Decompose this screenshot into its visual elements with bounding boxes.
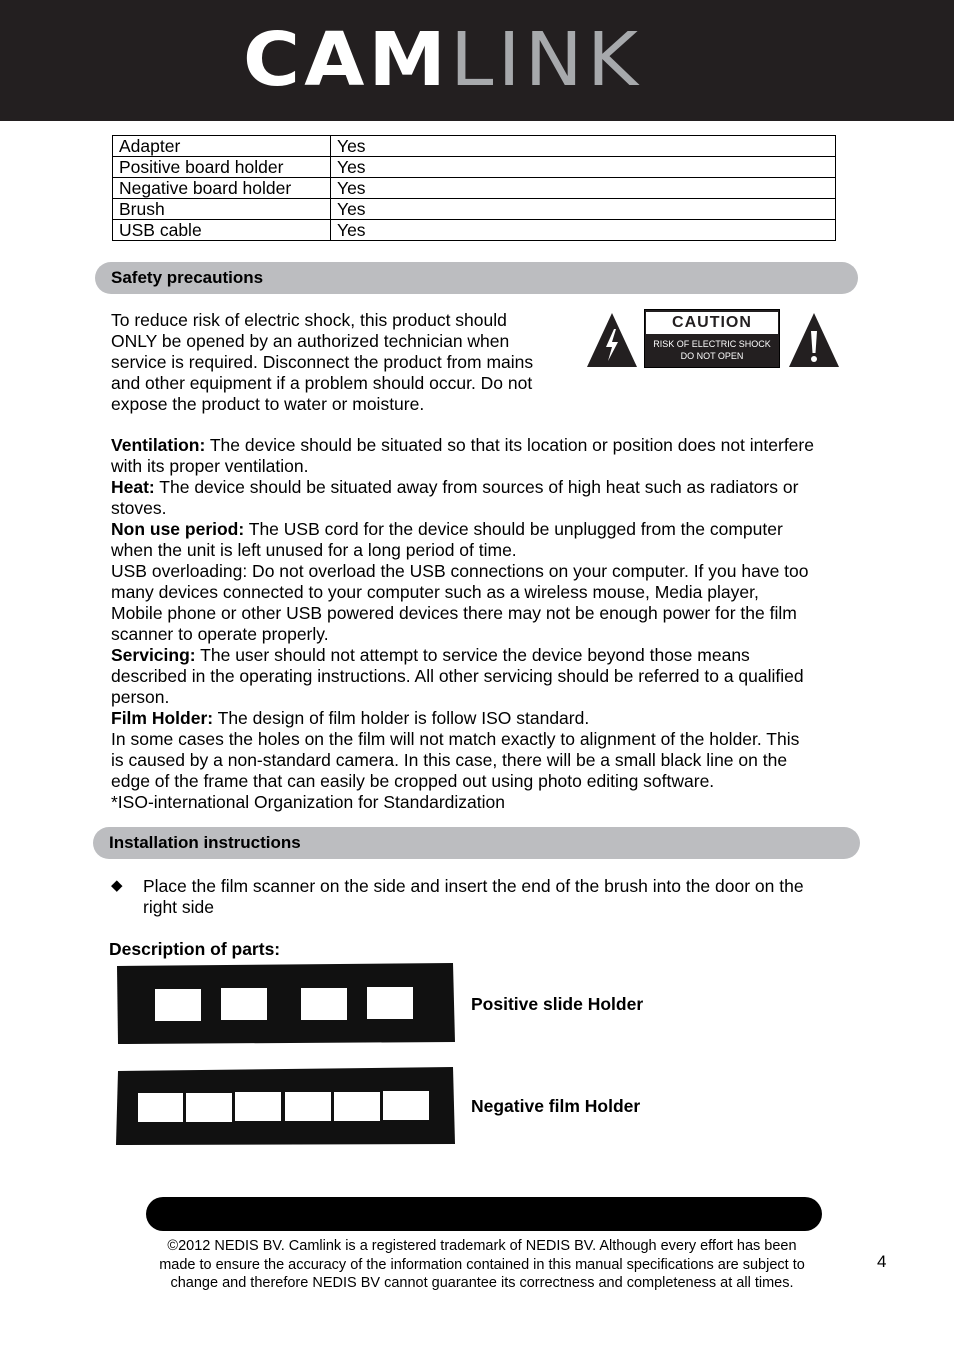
table-cell-item: Brush <box>113 199 331 220</box>
table-cell-value: Yes <box>331 157 836 178</box>
table-row <box>113 199 836 220</box>
positive-slide-holder-label: Positive slide Holder <box>471 994 644 1014</box>
page-header <box>0 0 954 121</box>
caution-line: DO NOT OPEN <box>680 351 744 361</box>
servicing-label: Servicing: <box>111 645 196 665</box>
text-line: scanner to operate properly. <box>111 624 329 644</box>
servicing-paragraph <box>111 645 851 666</box>
exclamation-warning-icon <box>787 311 841 369</box>
intro-line: service is required. Disconnect the product from mains <box>111 352 534 372</box>
text-line: is caused by a non-standard camera. In this case, there will be a small black line on the <box>111 750 788 770</box>
table-cell-item: Positive board holder <box>113 157 331 178</box>
safety-intro <box>111 310 581 415</box>
nonuse-paragraph <box>111 519 851 540</box>
parts-heading: Description of parts: <box>109 939 281 959</box>
film-holder-label: Film Holder: <box>111 708 214 728</box>
text-line: stoves. <box>111 498 167 518</box>
table-cell-value: Yes <box>331 220 836 241</box>
footer-line: ©2012 NEDIS BV. Camlink is a registered trademark of NEDIS BV. Although every effort has been <box>167 1238 797 1254</box>
intro-line: and other equipment if a problem should occur. Do not <box>111 373 533 393</box>
intro-line: To reduce risk of electric shock, this product should <box>111 310 507 330</box>
caution-line: RISK OF ELECTRIC SHOCK <box>653 339 771 349</box>
positive-slide-holder-image <box>115 962 456 1046</box>
text-line: when the unit is left unused for a long period of time. <box>111 540 517 560</box>
text-line: Place the film scanner on the side and insert the end of the brush into the door on the <box>143 876 804 896</box>
footer-line: change and therefore NEDIS BV cannot guarantee its correctness and completeness at all times. <box>170 1275 794 1291</box>
caution-title: CAUTION <box>646 312 778 334</box>
caution-subtitle <box>645 338 779 362</box>
table-row <box>113 220 836 241</box>
table-cell-item: Adapter <box>113 136 331 157</box>
installation-bullet-text <box>143 876 843 918</box>
negative-film-holder-label: Negative film Holder <box>471 1096 641 1116</box>
text-line: The USB cord for the device should be unplugged from the computer <box>244 519 783 539</box>
table-row <box>113 178 836 199</box>
intro-line: ONLY be opened by an authorized technician when <box>111 331 510 351</box>
text-line: The design of film holder is follow ISO standard. <box>213 708 590 728</box>
intro-line: expose the product to water or moisture. <box>111 394 425 414</box>
text-line: person. <box>111 687 170 707</box>
footer-copyright <box>120 1237 844 1293</box>
table-row <box>113 157 836 178</box>
package-contents-table <box>112 135 836 241</box>
text-line: The device should be situated so that its location or position does not interfere <box>205 435 814 455</box>
table-row <box>113 136 836 157</box>
caution-label <box>644 309 780 368</box>
text-line: USB overloading: Do not overload the USB connections on your computer. If you have too <box>111 561 809 581</box>
logo-link-text: LINK <box>450 17 643 103</box>
table-cell-item: Negative board holder <box>113 178 331 199</box>
footer-bar <box>146 1197 822 1231</box>
installation-section-heading: Installation instructions <box>109 833 301 852</box>
text-line: The user should not attempt to service the device beyond those means <box>195 645 750 665</box>
safety-section-heading: Safety precautions <box>111 268 264 287</box>
table-cell-value: Yes <box>331 199 836 220</box>
text-line: with its proper ventilation. <box>111 456 309 476</box>
iso-note: *ISO-international Organization for Standardization <box>111 792 505 812</box>
ventilation-label: Ventilation: <box>111 435 206 455</box>
text-line: The device should be situated away from sources of high heat such as radiators or <box>154 477 799 497</box>
negative-film-holder-image <box>115 1066 456 1147</box>
text-line: edge of the frame that can easily be cropped out using photo editing software. <box>111 771 715 791</box>
page-number: 4 <box>877 1252 887 1271</box>
bullet-diamond-icon: ◆ <box>111 877 123 894</box>
text-line: In some cases the holes on the film will not match exactly to alignment of the holder. This <box>111 729 800 749</box>
text-line: described in the operating instructions. All other servicing should be referred to a qualified <box>111 666 804 686</box>
text-line: Mobile phone or other USB powered devices there may not be enough power for the film <box>111 603 797 623</box>
ventilation-paragraph <box>111 435 851 456</box>
table-cell-value: Yes <box>331 178 836 199</box>
camlink-logo <box>243 17 643 103</box>
logo-cam-text: CAM <box>243 17 451 103</box>
nonuse-label: Non use period: <box>111 519 245 539</box>
table-cell-value: Yes <box>331 136 836 157</box>
film-holder-paragraph <box>111 708 851 729</box>
text-line: right side <box>143 897 215 917</box>
text-line: many devices connected to your computer such as a wireless mouse, Media player, <box>111 582 759 602</box>
safety-details <box>111 435 851 813</box>
electric-shock-warning-icon <box>585 311 639 369</box>
heat-paragraph <box>111 477 851 498</box>
footer-line: made to ensure the accuracy of the information contained in this manual specifications are subject to <box>159 1256 805 1273</box>
heat-label: Heat: <box>111 477 155 497</box>
table-cell-item: USB cable <box>113 220 331 241</box>
